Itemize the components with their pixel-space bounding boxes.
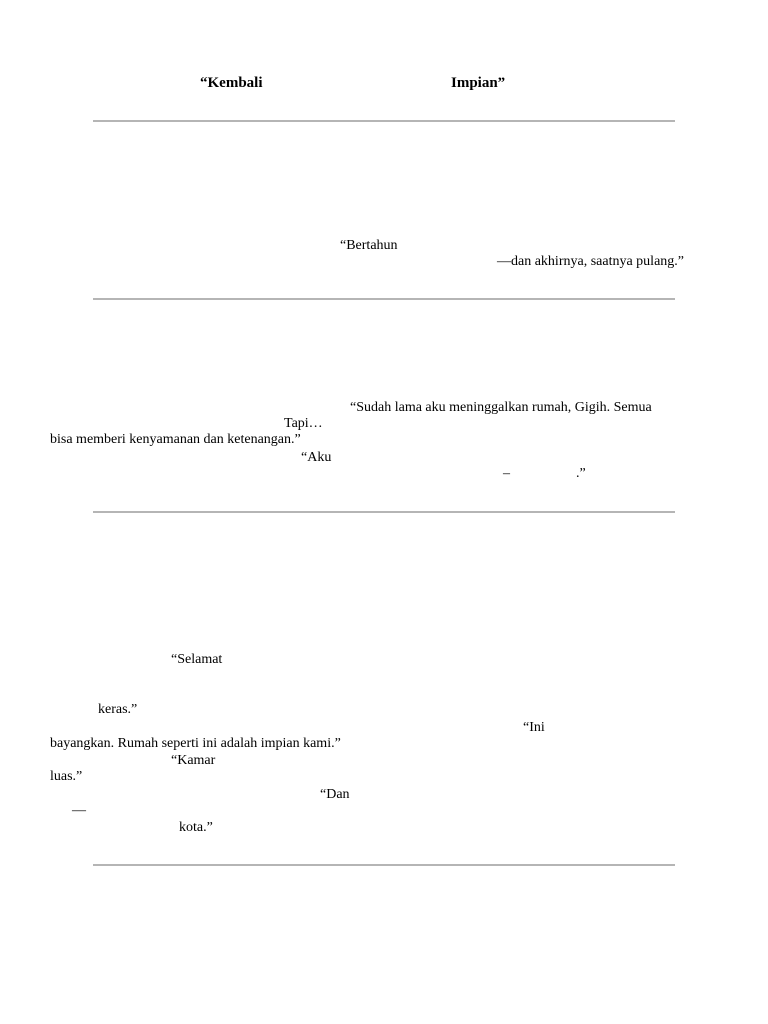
- title-part-2: Impian”: [451, 75, 506, 91]
- section2-line-3: bisa memberi kenyamanan dan ketenangan.”: [50, 432, 301, 447]
- divider-2: [93, 298, 675, 300]
- section3-line-5: “Kamar: [171, 753, 216, 768]
- divider-4: [93, 864, 675, 866]
- section2-line-1: “Sudah lama aku meninggalkan rumah, Gigih. Semua: [350, 400, 652, 415]
- title-part-1: “Kembali: [200, 75, 263, 91]
- section3-line-7: “Dan: [320, 787, 350, 802]
- divider-1: [93, 120, 675, 122]
- section2-line-4: “Aku: [301, 450, 332, 465]
- section1-line-1: “Bertahun: [340, 238, 398, 253]
- section1-line-2: —dan akhirnya, saatnya pulang.”: [497, 254, 684, 269]
- divider-3: [93, 511, 675, 513]
- section3-line-8: —: [72, 803, 86, 818]
- section3-line-1: “Selamat: [171, 652, 223, 667]
- section3-line-2: keras.”: [98, 702, 138, 717]
- section3-line-4: bayangkan. Rumah seperti ini adalah impian kami.”: [50, 736, 341, 751]
- section2-line-5-dash: –: [503, 466, 510, 481]
- section3-line-6: luas.”: [50, 769, 83, 784]
- section3-line-9: kota.”: [179, 820, 213, 835]
- section2-line-5-end: .”: [576, 466, 586, 481]
- section3-line-3: “Ini: [523, 720, 545, 735]
- section2-line-2: Tapi…: [284, 416, 323, 431]
